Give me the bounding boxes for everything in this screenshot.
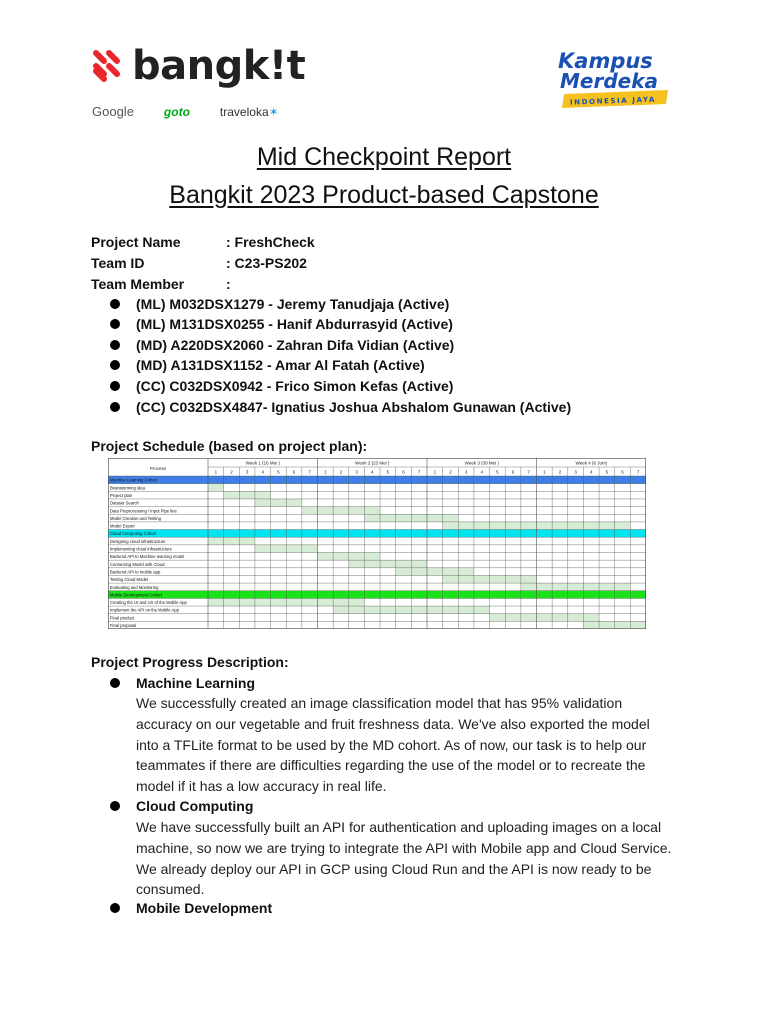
- schedule-day-header: 5: [605, 469, 609, 475]
- schedule-day-header: 6: [511, 469, 515, 475]
- bullet-icon: [110, 319, 120, 329]
- team-id-row: Team ID : C23-PS202: [91, 255, 307, 271]
- schedule-day-header: 1: [543, 469, 546, 475]
- schedule-day-header: 5: [277, 469, 280, 475]
- schedule-cohort-band: [108, 591, 646, 599]
- schedule-heading: Project Schedule (based on project plan):: [91, 438, 368, 454]
- schedule-day-header: 7: [308, 469, 311, 475]
- ml-progress-text: We successfully created an image classification model that has 95% validation accuracy on our vegetable and fruit freshness data. We've also exported the model into a TFLite format to be used by the MD cohort. As of now, our task is to help our teammates if there are difficulties regarding the use of the model or to recreate the model if it has a low accuracy in real life.: [136, 695, 650, 795]
- schedule-day-header: 2: [558, 469, 562, 475]
- schedule-day-header: 1: [324, 469, 327, 475]
- report-title: Mid Checkpoint Report: [256, 143, 512, 171]
- schedule-task-label: Designing cloud infrastructure: [110, 538, 166, 544]
- schedule-task-label: Project plan: [110, 492, 133, 498]
- schedule-day-header: 4: [480, 469, 484, 475]
- schedule-task-bar: [396, 568, 474, 576]
- schedule-task-label: Implement the API on the Mobile App: [110, 607, 179, 613]
- kampus-merdeka-logo: [556, 46, 672, 110]
- indonesia-jaya-text: INDONESIA JAYA: [569, 95, 657, 107]
- bangkit-mark-icon: [92, 49, 126, 83]
- schedule-task-label: Implementing cloud infrastructure: [110, 546, 172, 552]
- schedule-task-label: Backend API to Machine learning model: [110, 554, 185, 560]
- progress-heading: Project Progress Description:: [91, 654, 289, 670]
- schedule-cohort-label: Cloud Computing Cohort: [110, 531, 157, 537]
- schedule-day-header: 4: [589, 469, 593, 475]
- schedule-day-header: 7: [527, 469, 530, 475]
- schedule-day-header: 7: [417, 469, 421, 475]
- schedule-week-header: Week 1 (16 Mei ): [245, 460, 280, 466]
- schedule-day-header: 3: [245, 469, 249, 475]
- schedule-task-bar: [490, 614, 599, 622]
- schedule-task-label: Model Creation and Testing: [110, 515, 161, 521]
- cc-progress-title: Cloud Computing: [110, 796, 253, 816]
- ml-progress-title: Machine Learning: [110, 673, 255, 693]
- bullet-icon: [110, 360, 120, 370]
- schedule-day-header: 4: [261, 469, 265, 475]
- schedule-cohort-band: [108, 530, 646, 538]
- member-item: (CC) C032DSX0942 - Frico Simon Kefas (Active): [110, 376, 453, 396]
- member-item: (MD) A131DSX1152 - Amar Al Fatah (Active): [110, 355, 425, 375]
- bangkit-wordmark: bangk!t: [132, 43, 306, 89]
- schedule-week-header: Week 3 (30 Mei ): [464, 460, 499, 466]
- schedule-day-header: 7: [636, 469, 640, 475]
- schedule-task-label: Data Preprocessing / Input Pipe line: [110, 508, 177, 514]
- schedule-task-bar: [302, 507, 380, 515]
- member-item: (ML) M032DSX1279 - Jeremy Tanudjaja (Active): [110, 294, 449, 314]
- schedule-task-bar: [224, 491, 271, 499]
- report-subtitle: Bangkit 2023 Product-based Capstone: [169, 181, 599, 209]
- kampus-text: Kampus: [558, 49, 653, 73]
- goto-logo: goto: [163, 104, 190, 119]
- bullet-icon: [110, 381, 120, 391]
- schedule-task-bar: [349, 560, 427, 568]
- member-item: (CC) C032DSX4847- Ignatius Joshua Abshalom Gunawan (Active): [110, 397, 571, 417]
- schedule-day-header: 6: [292, 469, 296, 475]
- schedule-day-header: 1: [433, 469, 437, 475]
- schedule-task-label: Connecting Model with Cloud: [110, 561, 165, 567]
- schedule-task-label: Testing Cloud Model: [110, 577, 148, 583]
- schedule-day-header: 1: [214, 469, 218, 475]
- merdeka-text: Merdeka: [560, 69, 659, 93]
- schedule-cohort-band: [108, 476, 646, 484]
- schedule-day-header: 3: [355, 469, 358, 475]
- schedule-task-bar: [521, 583, 631, 591]
- bangkit-logo: [92, 44, 305, 88]
- schedule-day-header: 2: [449, 469, 452, 475]
- schedule-task-label: Dataset Search: [110, 500, 139, 506]
- schedule-task-label: Final proposal: [110, 623, 137, 628]
- member-item: (ML) M131DSX0255 - Hanif Abdurrasyid (Active): [110, 314, 453, 334]
- project-schedule-table: [108, 458, 646, 629]
- schedule-cohort-label: Mobile Development Cohort: [110, 592, 162, 598]
- schedule-day-header: 6: [402, 469, 405, 475]
- bullet-icon: [110, 402, 120, 412]
- schedule-day-header: 6: [621, 469, 624, 475]
- schedule-cohort-label: Machine Learning Cohort: [110, 477, 158, 483]
- schedule-task-label: Evaluating and Monitoring: [110, 584, 159, 590]
- schedule-day-header: 5: [496, 469, 499, 475]
- team-member-row: Team Member :: [91, 276, 231, 292]
- schedule-task-label: Backend API to mobile app: [110, 569, 161, 575]
- bullet-icon: [110, 299, 120, 309]
- bullet-icon: [110, 340, 120, 350]
- member-item: (MD) A220DSX2060 - Zahran Difa Vidian (Active): [110, 335, 454, 355]
- schedule-day-header: 2: [230, 469, 233, 475]
- schedule-week-header: Week 2 (23 Mei ): [355, 460, 390, 466]
- schedule-task-label: Final product: [110, 615, 135, 621]
- bullet-icon: [110, 678, 120, 688]
- cc-progress-text: We have successfully built an API for authentication and uploading images on a local machine, so now we are trying to integrate the API with Mobile app and Cloud Service. We already deploy our API in GCP using Cloud Run and the API is now ready to be consumed.: [136, 819, 672, 898]
- md-progress-title: Mobile Development: [110, 898, 272, 918]
- schedule-task-label: Brainstorming idea: [110, 485, 145, 491]
- schedule-task-bar: [208, 484, 224, 492]
- bullet-icon: [110, 903, 120, 913]
- schedule-task-label: Model Export: [110, 523, 135, 529]
- schedule-task-bar: [255, 499, 302, 507]
- google-logo: Google: [92, 104, 134, 119]
- schedule-day-header: 4: [370, 469, 374, 475]
- schedule-day-header: 3: [574, 469, 577, 475]
- partner-logos: [92, 104, 279, 119]
- schedule-task-label: Creating the UI and UX of the Mobile App: [110, 600, 187, 606]
- bullet-icon: [110, 801, 120, 811]
- schedule-task-bar: [208, 537, 255, 545]
- traveloka-logo: traveloka✶: [219, 104, 279, 119]
- schedule-process-header: Process: [149, 466, 167, 471]
- schedule-day-header: 5: [386, 469, 390, 475]
- project-name-row: Project Name : FreshCheck: [91, 234, 315, 250]
- schedule-week-header: Week 4 (6 Juni): [575, 460, 607, 466]
- schedule-day-header: 3: [464, 469, 468, 475]
- schedule-day-header: 2: [339, 469, 343, 475]
